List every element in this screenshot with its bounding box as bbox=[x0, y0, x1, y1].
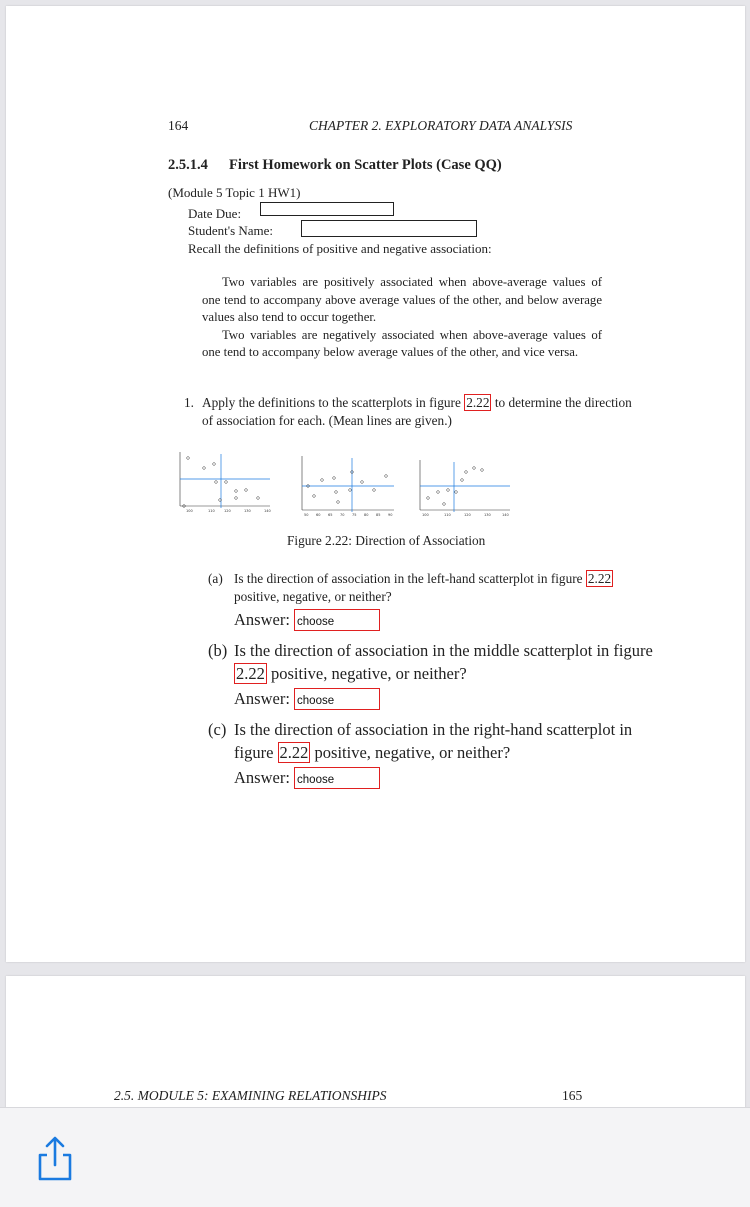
date-due-field[interactable] bbox=[260, 202, 394, 216]
answer-a-select[interactable]: choose bbox=[294, 609, 380, 631]
question-c-text-before: Is the direction of association in the right-hand scatterplot in figure bbox=[234, 720, 633, 762]
definitions-quote bbox=[202, 274, 602, 362]
svg-text:120: 120 bbox=[224, 509, 231, 513]
svg-text:50: 50 bbox=[304, 513, 309, 517]
page-164 bbox=[6, 6, 745, 962]
answer-b-label: Answer: bbox=[234, 689, 290, 708]
question-a-text-after: positive, negative, or neither? bbox=[234, 589, 392, 604]
question-b bbox=[208, 640, 654, 685]
svg-text:140: 140 bbox=[264, 509, 271, 513]
question-c bbox=[208, 719, 654, 764]
question-c-text-after: positive, negative, or neither? bbox=[314, 742, 511, 762]
question-1 bbox=[184, 394, 644, 428]
figure-caption: Figure 2.22: Direction of Association bbox=[287, 533, 486, 548]
svg-text:80: 80 bbox=[364, 513, 369, 517]
answer-c-label: Answer: bbox=[234, 768, 290, 787]
question-b-text-before: Is the direction of association in the middle scatterplot in figure bbox=[234, 641, 653, 660]
page-2-header: 2.5. MODULE 5: EXAMINING RELATIONSHIPS bbox=[114, 1088, 387, 1103]
question-b-text-after: positive, negative, or neither? bbox=[271, 663, 467, 683]
question-1-text-after: to determine the direction of association for each. (Mean lines are given.) bbox=[202, 395, 632, 428]
svg-text:120: 120 bbox=[464, 513, 471, 517]
answer-a-row bbox=[234, 609, 380, 632]
answer-c-select[interactable]: choose bbox=[294, 767, 380, 789]
svg-text:140: 140 bbox=[502, 513, 509, 517]
answer-b-row bbox=[234, 688, 380, 711]
svg-text:60: 60 bbox=[316, 513, 321, 517]
question-1-text-before: Apply the definitions to the scatterplots in figure bbox=[202, 395, 461, 410]
page-165 bbox=[6, 976, 745, 1116]
svg-text:130: 130 bbox=[244, 509, 251, 513]
scatterplot-middle bbox=[302, 456, 394, 517]
student-name-label: Student's Name: bbox=[188, 223, 274, 238]
svg-text:110: 110 bbox=[444, 513, 451, 517]
answer-b-select[interactable]: choose bbox=[294, 688, 380, 710]
page-2-number: 165 bbox=[562, 1088, 583, 1103]
svg-text:130: 130 bbox=[484, 513, 491, 517]
answer-c-row bbox=[234, 767, 380, 790]
svg-text:90: 90 bbox=[388, 513, 393, 517]
recall-text: Recall the definitions of positive and negative association: bbox=[188, 241, 492, 256]
question-a-text-before: Is the direction of association in the left-hand scatterplot in figure bbox=[234, 571, 583, 586]
figure-ref-link[interactable]: 2.22 bbox=[466, 395, 490, 410]
answer-a-label: Answer: bbox=[234, 610, 290, 629]
svg-text:65: 65 bbox=[328, 513, 333, 517]
scatterplot-left bbox=[180, 452, 271, 513]
section-title: First Homework on Scatter Plots (Case QQ) bbox=[229, 157, 502, 173]
question-1-number: 1. bbox=[184, 395, 194, 410]
date-due-label: Date Due: bbox=[188, 206, 242, 221]
question-a-label: (a) bbox=[208, 571, 223, 586]
section-number: 2.5.1.4 bbox=[168, 157, 208, 173]
bottom-toolbar bbox=[0, 1107, 750, 1207]
share-icon[interactable] bbox=[34, 1135, 76, 1183]
scatterplot-right bbox=[420, 460, 510, 517]
student-name-field[interactable] bbox=[301, 220, 477, 237]
definition-positive: Two variables are positively associated when above-average values of one tend to accompany above average values of the other, and below average values also tend to occur together. bbox=[202, 275, 602, 324]
question-b-label: (b) bbox=[208, 641, 228, 660]
question-c-label: (c) bbox=[208, 720, 227, 739]
question-a bbox=[208, 570, 654, 606]
page-number: 164 bbox=[168, 118, 189, 133]
question-c-figure-ref[interactable]: 2.22 bbox=[279, 742, 309, 762]
svg-text:110: 110 bbox=[208, 509, 215, 513]
question-a-figure-ref[interactable]: 2.22 bbox=[587, 571, 612, 586]
svg-text:70: 70 bbox=[340, 513, 345, 517]
definition-negative: Two variables are negatively associated when above-average values of one tend to accompany below average values of the other, and vice versa. bbox=[202, 327, 602, 359]
chapter-header: CHAPTER 2. EXPLORATORY DATA ANALYSIS bbox=[309, 118, 573, 133]
svg-text:75: 75 bbox=[352, 513, 357, 517]
svg-text:100: 100 bbox=[422, 513, 429, 517]
module-ref: (Module 5 Topic 1 HW1) bbox=[168, 185, 301, 200]
svg-text:85: 85 bbox=[376, 513, 381, 517]
question-b-figure-ref[interactable]: 2.22 bbox=[236, 663, 265, 683]
svg-text:100: 100 bbox=[186, 509, 193, 513]
figure-scatterplots bbox=[166, 446, 516, 524]
